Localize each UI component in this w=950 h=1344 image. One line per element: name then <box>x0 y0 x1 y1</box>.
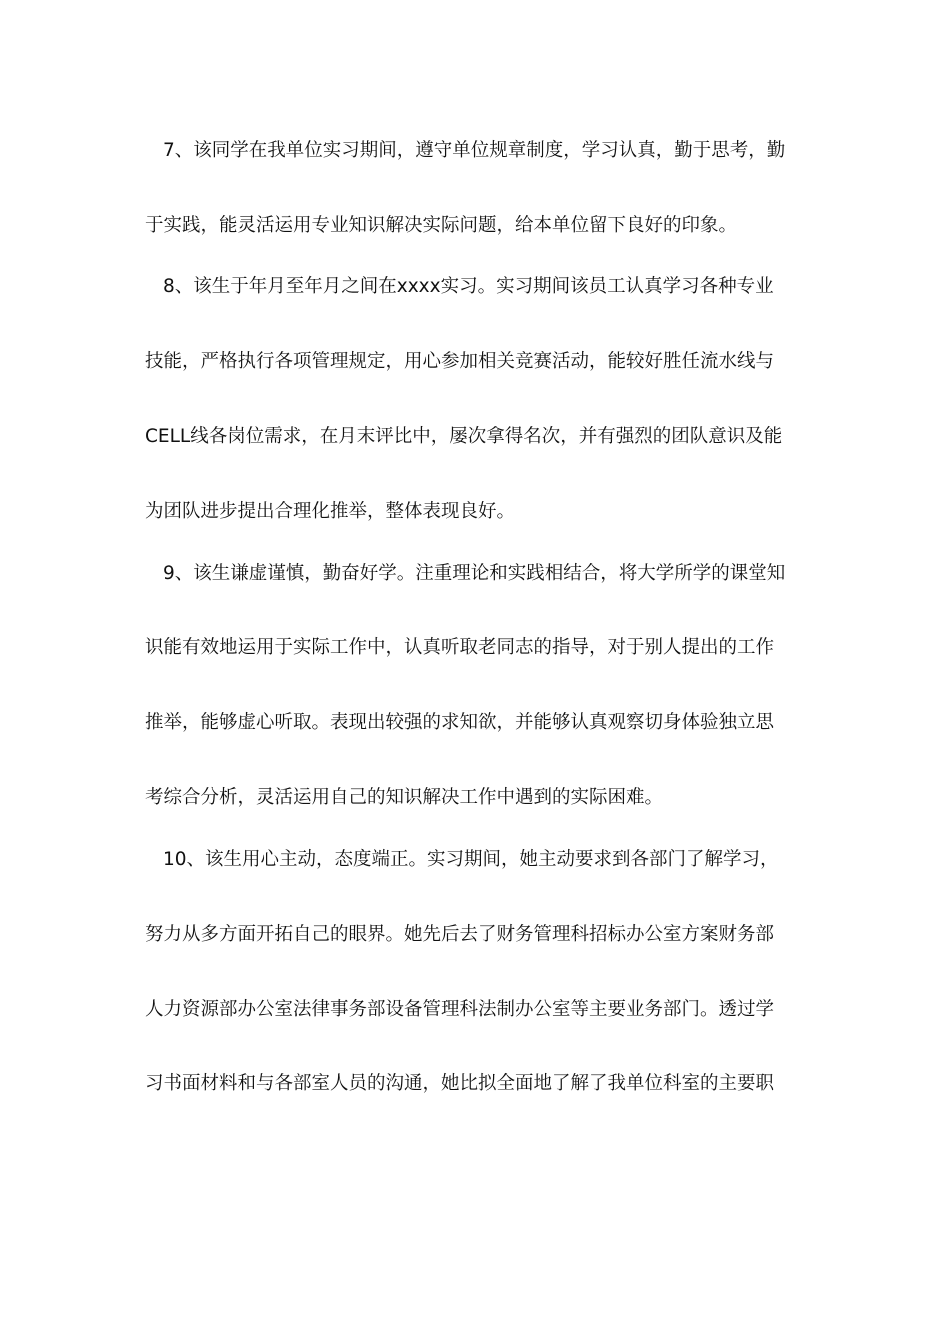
paragraph-10-line-4: 习书面材料和与各部室人员的沟通，她比拟全面地了解了我单位科室的主要职 <box>145 1073 775 1094</box>
paragraph-9-line-2: 识能有效地运用于实际工作中，认真听取老同志的指导，对于别人提出的工作 <box>145 637 775 658</box>
paragraph-8-line-3: CELL线各岗位需求，在月末评比中，屡次拿得名次，并有强烈的团队意识及能 <box>145 426 783 447</box>
paragraph-8-line-2: 技能，严格执行各项管理规定，用心参加相关竞赛活动，能较好胜任流水线与 <box>145 351 775 372</box>
paragraph-9-line-1: 9、该生谦虚谨慎，勤奋好学。注重理论和实践相结合，将大学所学的课堂知 <box>163 563 786 584</box>
paragraph-10-line-3: 人力资源部办公室法律事务部设备管理科法制办公室等主要业务部门。透过学 <box>145 999 775 1020</box>
paragraph-9-line-4: 考综合分析，灵活运用自己的知识解决工作中遇到的实际困难。 <box>145 787 664 808</box>
paragraph-9-line-3: 推举，能够虚心听取。表现出较强的求知欲，并能够认真观察切身体验独立思 <box>145 712 775 733</box>
paragraph-8-line-1: 8、该生于年月至年月之间在xxxx实习。实习期间该员工认真学习各种专业 <box>163 276 774 297</box>
paragraph-7-line-1: 7、该同学在我单位实习期间，遵守单位规章制度，学习认真，勤于思考，勤 <box>163 140 786 161</box>
paragraph-7-line-2: 于实践，能灵活运用专业知识解决实际问题，给本单位留下良好的印象。 <box>145 215 738 236</box>
paragraph-10-line-1: 10、该生用心主动，态度端正。实习期间，她主动要求到各部门了解学习， <box>163 849 779 870</box>
paragraph-10-line-2: 努力从多方面开拓自己的眼界。她先后去了财务管理科招标办公室方案财务部 <box>145 924 775 945</box>
paragraph-8-line-4: 为团队进步提出合理化推举，整体表现良好。 <box>145 501 516 522</box>
